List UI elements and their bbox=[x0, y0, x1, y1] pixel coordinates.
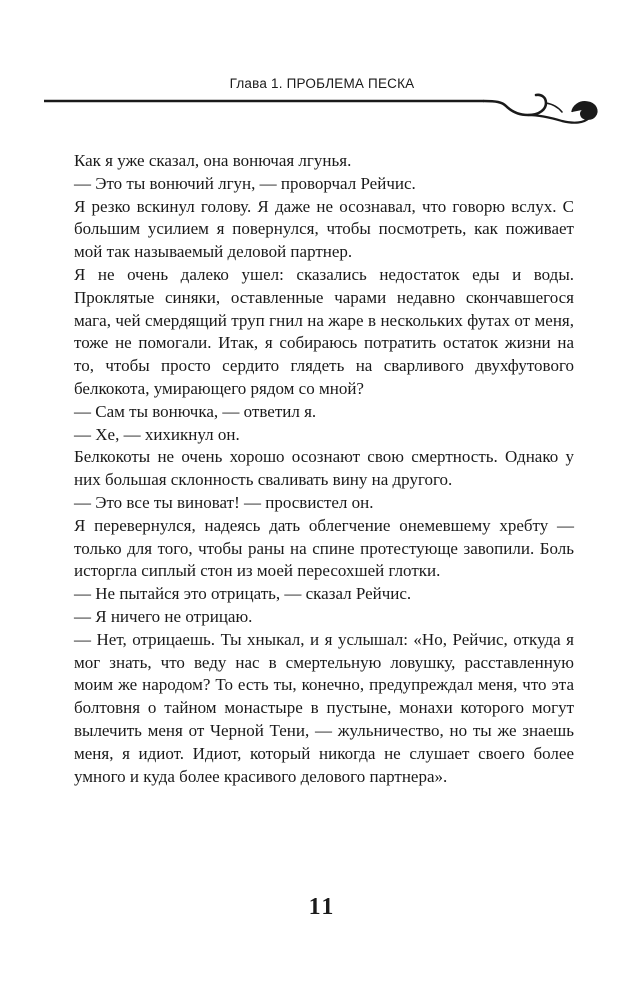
decorative-rule bbox=[44, 90, 604, 140]
paragraph: — Не пытайся это отрицать, — сказал Рейчис. bbox=[74, 584, 412, 604]
paragraph: — Нет, отрицаешь. Ты хныкал, и я услышал: «Но, Рейчис, откуда я мог знать, что веду нас в смертельную ловушку, расставленную моим же народом? То есть ты, конечно, предупреждал меня, что эта болтовня о тайном монастыре в пустыне, монахи которого могут вылечить меня от Черной Тени, — жульничество, но ты же знаешь меня, я идиот. Идиот, который никогда не слушает своего более умного и куда более красивого делового партнера». bbox=[74, 629, 574, 786]
paragraph: Я перевернулся, надеясь дать облегчение онемевшему хребту — только для того, чтобы раны на спине протестующе завопили. Боль исторгла сиплый стон из моей пересохшей глотки. bbox=[74, 515, 574, 581]
paragraph: — Сам ты вонючка, — ответил я. bbox=[74, 401, 317, 421]
running-header: Глава 1. ПРОБЛЕМА ПЕСКА bbox=[229, 76, 415, 91]
paragraph: Белкокоты не очень хорошо осознают свою смертность. Однако у них большая склонность сваливать вину на другого. bbox=[74, 447, 574, 490]
paragraph: Я резко вскинул голову. Я даже не осознавал, что говорю вслух. С большим усилием я повернулся, чтобы посмотреть, как поживает мой так называемый деловой партнер. bbox=[74, 196, 574, 262]
page-number: 11 bbox=[308, 894, 336, 920]
paragraph: — Я ничего не отрицаю. bbox=[74, 606, 253, 626]
paragraph: — Это все ты виноват! — просвистел он. bbox=[74, 492, 374, 512]
paragraph: Я не очень далеко ушел: сказались недостаток еды и воды. Проклятые синяки, оставленные чарами недавно скончавшегося мага, чей смердящий труп гнил на жаре в нескольких футах от меня, тоже не помогали. Итак, я собираюсь потратить остаток жизни на то, чтобы просто сердито глядеть на сварливого двухфутового белкокота, умирающего рядом со мной? bbox=[74, 264, 574, 398]
paragraph: — Это ты вонючий лгун, — проворчал Рейчис. bbox=[74, 173, 416, 193]
paragraph: — Хе, — хихикнул он. bbox=[74, 424, 240, 444]
paragraph: Как я уже сказал, она вонючая лгунья. bbox=[74, 151, 352, 170]
body-text bbox=[74, 150, 574, 788]
ornament-flourish-icon bbox=[44, 90, 604, 140]
